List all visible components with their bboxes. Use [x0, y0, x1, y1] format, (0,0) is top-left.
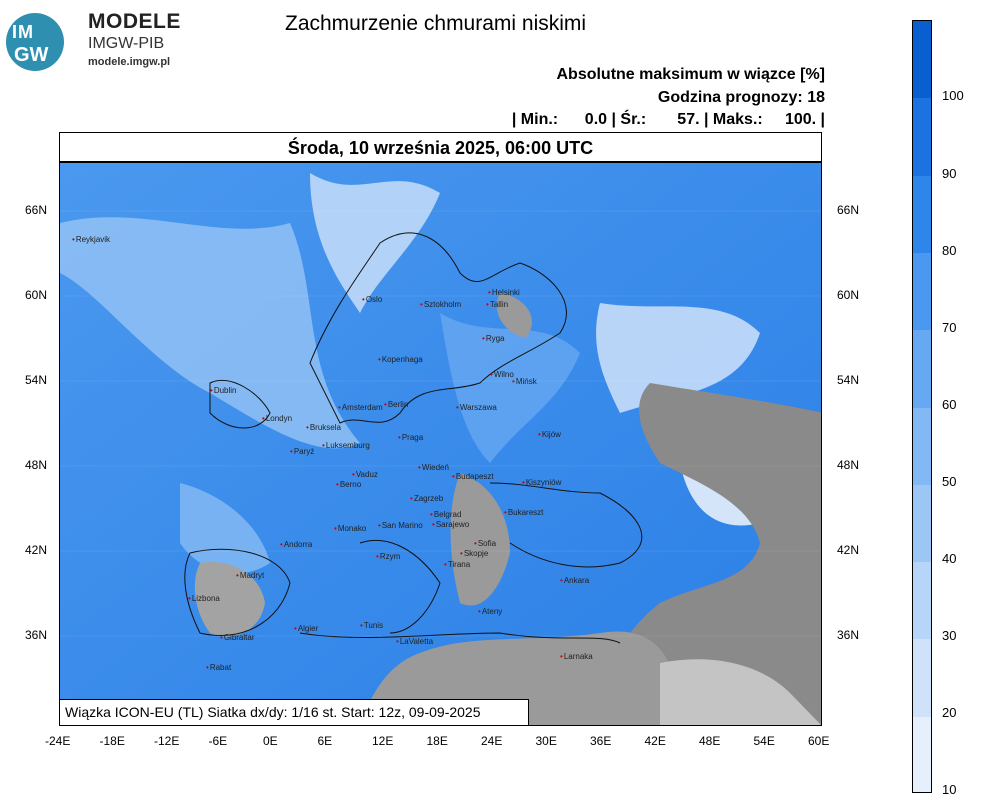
city-name: Helsinki	[491, 288, 520, 297]
city-marker: •	[72, 235, 75, 244]
info-forecast-hour: Godzina prognozy: 18	[657, 89, 825, 106]
lat-label-54n-left: 54N	[25, 373, 48, 387]
city-marker: •	[486, 300, 489, 309]
city-marker: •	[338, 403, 341, 412]
lon-label-0e: 0E	[263, 734, 278, 748]
city-label	[338, 403, 383, 412]
city-marker: •	[236, 571, 239, 580]
lon-label--6e: -6E	[208, 734, 228, 748]
city-label	[220, 633, 255, 642]
city-marker: •	[280, 540, 283, 549]
lon-label-24e: 24E	[481, 734, 503, 748]
city-name: Rzym	[379, 552, 401, 561]
city-name: Tunis	[363, 621, 384, 630]
colorbar-label-10: 10	[942, 782, 957, 797]
city-name: Kopenhaga	[381, 355, 423, 364]
lat-label-36n-right: 36N	[837, 628, 860, 642]
map-title: Zachmurzenie chmurami niskimi	[285, 12, 587, 35]
city-marker: •	[376, 552, 379, 561]
colorbar-segment	[913, 408, 931, 486]
city-marker: •	[360, 621, 363, 630]
city-label	[452, 472, 494, 481]
lon-label-42e: 42E	[644, 734, 666, 748]
city-marker: •	[206, 663, 209, 672]
city-label	[560, 652, 593, 661]
lat-label-42n-right: 42N	[837, 543, 860, 557]
city-marker: •	[522, 478, 525, 487]
city-marker: •	[488, 288, 491, 297]
city-marker: •	[322, 441, 325, 450]
city-name: Warszawa	[459, 403, 497, 412]
city-name: Oslo	[365, 295, 383, 304]
city-label	[378, 521, 423, 530]
lon-label-54e: 54E	[753, 734, 775, 748]
city-name: Sarajewo	[435, 520, 470, 529]
city-marker: •	[396, 637, 399, 646]
lon-label-48e: 48E	[699, 734, 721, 748]
city-name: Sztokholm	[423, 300, 462, 309]
colorbar-segment	[913, 330, 931, 408]
info-statistics: | Min.: 0.0 | Śr.: 57. | Maks.: 100. |	[511, 111, 825, 128]
colorbar-segment	[913, 717, 931, 793]
city-marker: •	[560, 652, 563, 661]
city-label	[336, 480, 361, 489]
city-marker: •	[262, 414, 265, 423]
city-label	[294, 624, 318, 633]
city-name: Sofia	[477, 539, 497, 548]
lat-label-48n-right: 48N	[837, 458, 860, 472]
city-marker: •	[220, 633, 223, 642]
city-marker: •	[478, 607, 481, 616]
city-name: San Marino	[381, 521, 423, 530]
city-label	[384, 400, 408, 409]
city-name: Lizbona	[191, 594, 220, 603]
city-name: Amsterdam	[341, 403, 383, 412]
city-label	[322, 441, 370, 450]
city-label	[206, 663, 231, 672]
city-marker: •	[378, 521, 381, 530]
city-name: Berno	[339, 480, 362, 489]
city-name: Zagrzeb	[413, 494, 444, 503]
colorbar-label-20: 20	[942, 705, 957, 720]
city-label	[188, 594, 220, 603]
city-label	[420, 300, 461, 309]
info-aggregation: Absolutne maksimum w wiązce [%]	[556, 66, 825, 83]
city-name: Luksemburg	[325, 441, 370, 450]
city-label	[512, 377, 537, 386]
city-marker: •	[538, 430, 541, 439]
city-label	[538, 430, 561, 439]
colorbar-label-50: 50	[942, 474, 957, 489]
lat-label-66n-right: 66N	[837, 203, 860, 217]
city-name: Kiszyniów	[525, 478, 562, 487]
city-name: Belgrad	[433, 510, 462, 519]
city-label	[210, 386, 237, 395]
lon-label-6e: 6E	[317, 734, 333, 748]
city-name: Kijów	[541, 430, 561, 439]
lat-label-60n-right: 60N	[837, 288, 860, 302]
model-run-info: Wiązka ICON-EU (TL) Siatka dx/dy: 1/16 st. Start: 12z, 09-09-2025	[59, 699, 529, 726]
city-label	[360, 621, 383, 630]
city-name: Gibraltar	[223, 633, 255, 642]
city-marker: •	[290, 447, 293, 456]
city-label	[262, 414, 292, 423]
colorbar-label-30: 30	[942, 628, 957, 643]
city-label	[474, 539, 496, 548]
lon-label--12e: -12E	[154, 734, 180, 748]
city-label	[410, 494, 443, 503]
city-label	[334, 524, 366, 533]
city-marker: •	[444, 560, 447, 569]
city-label	[430, 510, 461, 519]
city-marker: •	[334, 524, 337, 533]
city-label	[486, 300, 508, 309]
colorbar-label-80: 80	[942, 243, 957, 258]
city-marker: •	[474, 539, 477, 548]
city-name: Wilno	[493, 370, 514, 379]
colorbar-segment	[913, 98, 931, 176]
city-labels	[60, 163, 822, 726]
city-label	[306, 423, 341, 432]
lat-label-66n-left: 66N	[25, 203, 48, 217]
city-marker: •	[456, 403, 459, 412]
city-marker: •	[362, 295, 365, 304]
colorbar	[912, 20, 932, 793]
lon-label-30e: 30E	[535, 734, 557, 748]
brand-name: MODELE	[88, 10, 181, 33]
city-marker: •	[384, 400, 387, 409]
city-label	[432, 520, 469, 529]
city-label	[456, 403, 497, 412]
colorbar-label-90: 90	[942, 166, 957, 181]
city-label	[396, 637, 433, 646]
city-label	[482, 334, 505, 343]
city-marker: •	[188, 594, 191, 603]
city-name: Reykjavik	[75, 235, 111, 244]
city-name: Londyn	[265, 414, 293, 423]
city-label	[362, 295, 382, 304]
city-name: Budapeszt	[455, 472, 494, 481]
lon-label--18e: -18E	[99, 734, 125, 748]
city-name: Monako	[337, 524, 367, 533]
city-name: Ateny	[481, 607, 503, 616]
valid-date-bar: Środa, 10 września 2025, 06:00 UTC	[59, 132, 822, 162]
city-name: Tallin	[489, 300, 509, 309]
city-label	[236, 571, 264, 580]
city-label	[490, 370, 514, 379]
lat-label-36n-left: 36N	[25, 628, 48, 642]
imgw-logo	[6, 13, 64, 71]
colorbar-label-60: 60	[942, 397, 957, 412]
city-label	[280, 540, 312, 549]
city-marker: •	[418, 463, 421, 472]
city-name: Ankara	[563, 576, 590, 585]
city-marker: •	[378, 355, 381, 364]
city-label	[504, 508, 543, 517]
city-marker: •	[306, 423, 309, 432]
city-name: Paryż	[293, 447, 315, 456]
colorbar-label-100: 100	[942, 88, 964, 103]
city-marker: •	[410, 494, 413, 503]
city-marker: •	[398, 433, 401, 442]
city-name: Bruksela	[309, 423, 341, 432]
city-name: Larnaka	[563, 652, 593, 661]
city-name: Berlin	[387, 400, 409, 409]
city-name: Bukareszt	[507, 508, 544, 517]
city-label	[460, 549, 488, 558]
city-marker: •	[336, 480, 339, 489]
city-label	[444, 560, 470, 569]
city-marker: •	[512, 377, 515, 386]
city-name: Algier	[297, 624, 319, 633]
colorbar-label-70: 70	[942, 320, 957, 335]
city-label	[398, 433, 423, 442]
city-label	[560, 576, 589, 585]
city-marker: •	[490, 370, 493, 379]
brand-org: IMGW-PIB	[88, 35, 165, 52]
city-name: Wiedeń	[421, 463, 449, 472]
lon-label-60e: 60E	[808, 734, 830, 748]
cloud-cover-map	[59, 162, 822, 726]
lat-label-42n-left: 42N	[25, 543, 48, 557]
brand-url[interactable]: modele.imgw.pl	[88, 56, 171, 68]
lat-label-54n-right: 54N	[837, 373, 860, 387]
city-label	[290, 447, 314, 456]
city-name: Skopje	[463, 549, 489, 558]
city-name: Madryt	[239, 571, 265, 580]
city-name: Tirana	[447, 560, 471, 569]
colorbar-segment	[913, 253, 931, 331]
lon-label-18e: 18E	[426, 734, 448, 748]
colorbar-segment	[913, 562, 931, 640]
city-marker: •	[460, 549, 463, 558]
city-label	[72, 235, 110, 244]
city-marker: •	[482, 334, 485, 343]
city-label	[522, 478, 561, 487]
colorbar-segment	[913, 485, 931, 563]
lon-label-36e: 36E	[590, 734, 612, 748]
lon-label-12e: 12E	[372, 734, 394, 748]
city-marker: •	[210, 386, 213, 395]
lon-label--24e: -24E	[45, 734, 71, 748]
city-name: Vaduz	[355, 470, 378, 479]
colorbar-segment	[913, 21, 931, 99]
city-marker: •	[432, 520, 435, 529]
city-name: Dublin	[213, 386, 237, 395]
city-marker: •	[352, 470, 355, 479]
city-label	[352, 470, 378, 479]
lat-label-60n-left: 60N	[25, 288, 48, 302]
lat-label-48n-left: 48N	[25, 458, 48, 472]
city-label	[378, 355, 423, 364]
city-name: Andorra	[283, 540, 313, 549]
city-marker: •	[420, 300, 423, 309]
city-marker: •	[430, 510, 433, 519]
city-name: Praga	[401, 433, 424, 442]
colorbar-label-40: 40	[942, 551, 957, 566]
city-label	[376, 552, 400, 561]
city-marker: •	[452, 472, 455, 481]
colorbar-segment	[913, 176, 931, 254]
logo-text-bottom: GW	[14, 44, 49, 66]
colorbar-segment	[913, 639, 931, 717]
city-marker: •	[560, 576, 563, 585]
city-name: LaValetta	[399, 637, 434, 646]
city-marker: •	[294, 624, 297, 633]
city-name: Ryga	[485, 334, 505, 343]
city-label	[478, 607, 502, 616]
city-name: Mińsk	[515, 377, 537, 386]
city-marker: •	[504, 508, 507, 517]
city-label	[488, 288, 520, 297]
logo-text-top: IM	[12, 22, 34, 42]
city-name: Rabat	[209, 663, 232, 672]
city-label	[418, 463, 449, 472]
